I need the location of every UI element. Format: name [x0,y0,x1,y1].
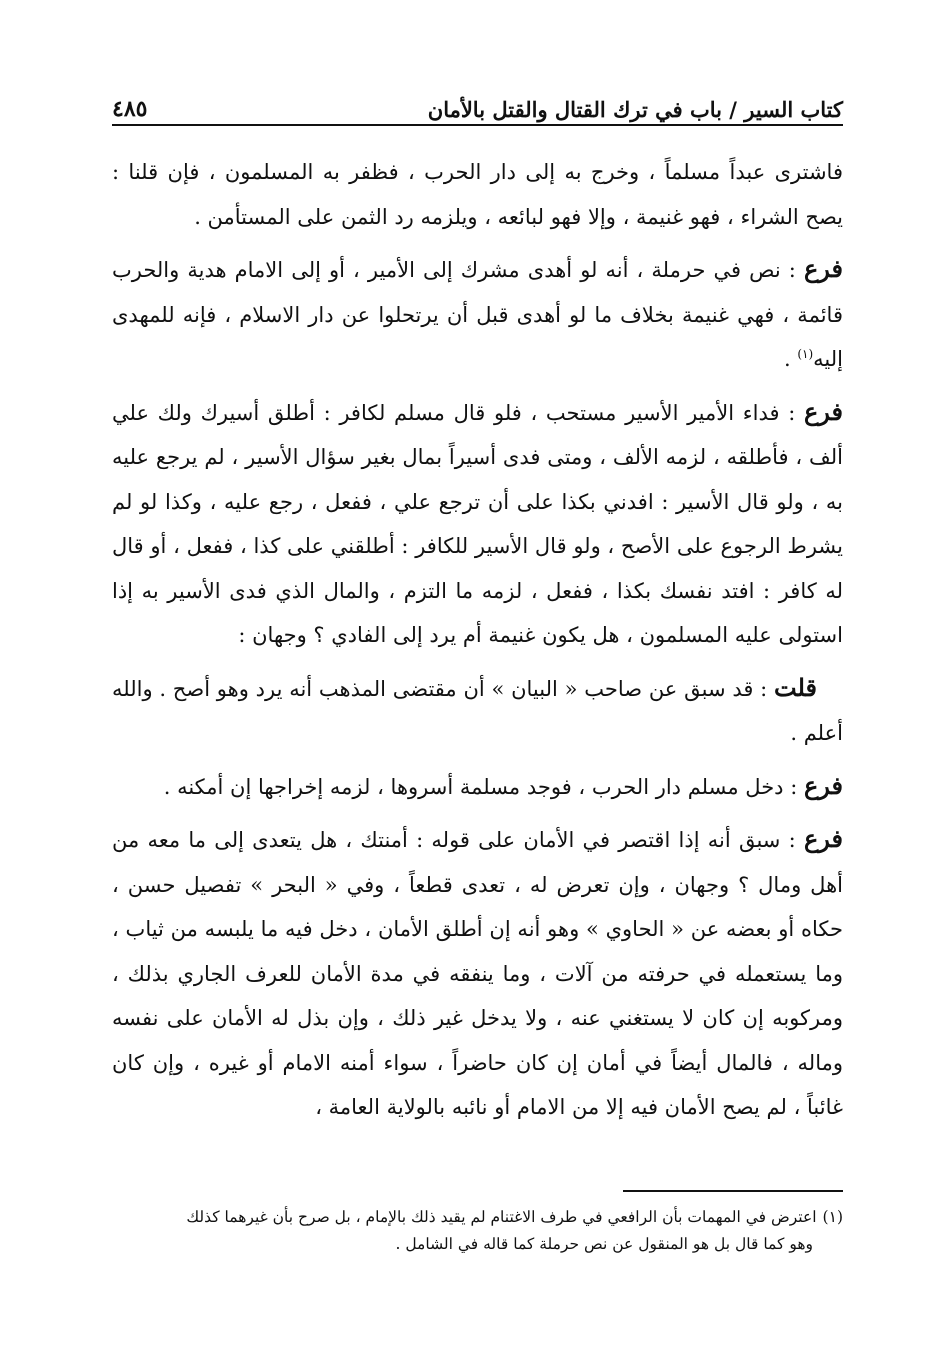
paragraph-6 [112,817,843,1130]
section-lead: قلت [774,672,817,702]
header-rule [112,124,843,126]
footnote-line-1 [112,1204,843,1231]
footnote-rule [623,1190,843,1192]
page-number: ٤٨٥ [112,96,148,122]
main-text [112,150,843,1138]
section-lead: فرع [803,824,843,853]
paragraph-4 [112,666,843,756]
paragraph-2 [112,247,843,382]
section-lead: فرع [803,396,843,426]
chapter-title: كتاب السير / باب في ترك القتال والقتل بالأمان [427,97,843,122]
footnote-ref: (١) [797,347,814,361]
paragraph-text: : فداء الأمير الأسير مستحب ، فلو قال مسلم لكافر : أطلق أسيرك ولك علي ألف ، فأطلقه ، لزمه الألف ، ومتى فدى أسيراً بمال بغير سؤال الأسير ، لم يرجع عليه به ، ولو قال الأسير : افدني بكذا على أن ترجع علي ، ففعل ، رجع عليه ، وكذا لو لم يشرط الرجوع على الأصح ، ولو قال الأسير للكافر : أطلقني على كذا ، ففعل ، أو قال له كافر : افتد نفسك بكذا ، ففعل ، لزمه ما التزم ، والمال الذي فدى الأسير به إذا استولى عليه المسلمون ، هل يكون غنيمة أم يرد إلى الفادي ؟ وجهان : [112,400,843,647]
paragraph-1 [112,150,843,239]
paragraph-text: : دخل مسلم دار الحرب ، فوجد مسلمة أسروها ، لزمه إخراجها إن أمكنه . [163,774,804,799]
paragraph-3 [112,390,843,658]
paragraph-5 [112,764,843,810]
paragraph-text: : سبق أنه إذا اقتصر في الأمان على قوله : أمنتك ، هل يتعدى إلى ما معه من أهل ومال ؟ وجهان ، وإن تعرض له ، تعدى قطعاً ، وفي « البحر » تفصيل حسن ، حكاه أو بعضه عن « الحاوي » وهو أنه إن أطلق الأمان ، دخل فيه ما يلبسه من ثياب ، وما يستعمله في حرفته من آلات ، وما ينفقه في مدة الأمان للعرف الجاري بذلك ، ومركوبه إن كان لا يستغني عنه ، ولا يدخل غير ذلك ، وإن بذل له الأمان على نفسه وماله ، فالمال أيضاً في أمان إن كان حاضراً ، سواء أمنه الامام أو غيره ، وإن كان غائباً ، لم يصح الأمان فيه إلا من الامام أو نائبه بالولاية العامة ، [112,828,843,1119]
paragraph-tail: . [783,347,798,371]
paragraph-text: فاشترى عبداً مسلماً ، وخرج به إلى دار الحرب ، فظفر به المسلمون ، فإن قلنا : يصح الشراء ، فهو غنيمة ، وإلا فهو لبائعه ، ويلزمه رد الثمن على المستأمن . [112,160,843,229]
footnote [112,1204,843,1258]
footnote-line-2: وهو كما قال بل هو المنقول عن نص حرملة كما قاله في الشامل . [395,1235,813,1253]
running-header [112,78,843,122]
footnote-text: اعترض في المهمات بأن الرافعي في طرف الاغتنام لم يقيد ذلك بالإمام ، بل صرح بأن غيرهما كذلك [186,1208,817,1226]
section-lead: فرع [803,770,843,800]
paragraph-text: : نص في حرملة ، أنه لو أهدى مشرك إلى الأمير ، أو إلى الامام هدية والحرب قائمة ، فهي غنيمة بخلاف ما لو أهدى قبل أن يرتحلوا عن دار الاسلام ، فإنه للمهدى إليه [112,258,843,371]
paragraph-text: : قد سبق عن صاحب « البيان » أن مقتضى المذهب أنه يرد وهو أصح . والله أعلم . [112,676,843,745]
section-lead: فرع [803,254,844,283]
footnote-mark: (١) [822,1208,843,1226]
